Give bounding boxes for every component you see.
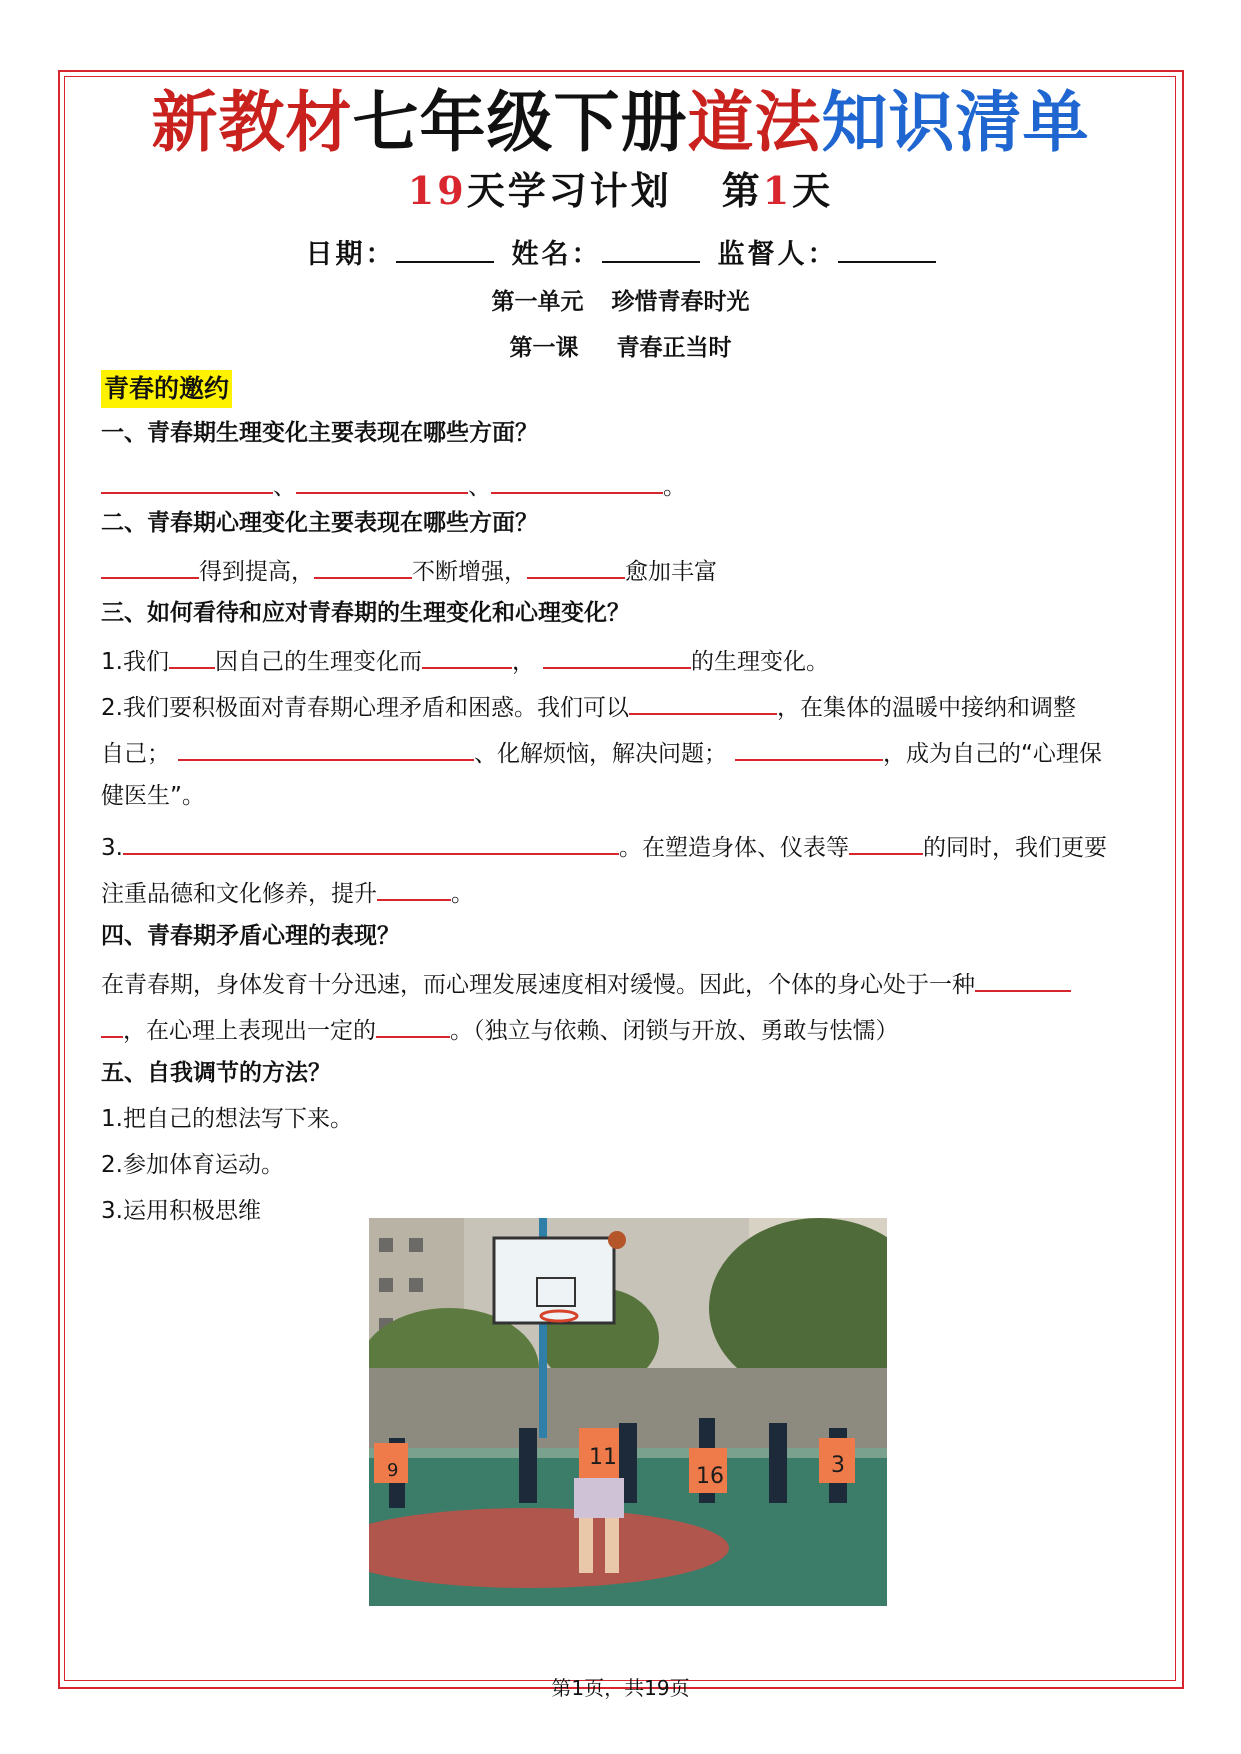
section-tag: 青春的邀约 (101, 370, 232, 408)
answer-2-text-b: 不断增强， (412, 559, 527, 585)
end-1: 。 (663, 474, 686, 500)
blank-3g[interactable] (123, 829, 619, 855)
lesson-heading (0, 329, 1241, 362)
supervisor-blank[interactable] (838, 233, 936, 263)
plan-label: 天学习计划 (466, 168, 672, 213)
q3-p2-text-e: ，成为自己的“心理保 (883, 741, 1102, 767)
blank-3h[interactable] (849, 829, 923, 855)
blank-4a[interactable] (975, 966, 1071, 992)
blank-2c[interactable] (527, 553, 625, 579)
q3-p2-text-c: 自己； (101, 741, 170, 767)
title-part-3: 道法 (687, 83, 822, 161)
q3-p2-text-a: 2.我们要积极面对青春期心理矛盾和困惑。我们可以 (101, 695, 629, 721)
unit-heading (0, 283, 1241, 316)
blank-3i[interactable] (377, 875, 451, 901)
blank-3a[interactable] (169, 643, 215, 669)
basketball-photo (369, 1218, 887, 1606)
q3-point-2-line-2 (101, 735, 1102, 769)
q3-point-2-line-1 (101, 689, 1076, 723)
question-2: 二、青春期心理变化主要表现在哪些方面？ (101, 510, 538, 536)
study-plan-subtitle (0, 160, 1241, 215)
blank-4a-cont[interactable] (101, 1012, 123, 1038)
blank-4b[interactable] (376, 1012, 450, 1038)
q3-point-1 (101, 643, 829, 677)
plan-day-count: 19 (407, 168, 467, 213)
q3-point-3-line-1 (101, 829, 1107, 863)
q3-point-3-line-2 (101, 875, 474, 909)
info-row (0, 232, 1241, 271)
jersey-number-11: 11 (589, 1445, 617, 1470)
blank-3b[interactable] (422, 643, 512, 669)
page-footer: 第1页，共19页 (551, 1676, 690, 1700)
q4-text-c: 。（独立与依赖、闭锁与开放、勇敢与怯懦） (450, 1018, 899, 1044)
day-prefix: 第 (721, 168, 763, 213)
q4-text-b: ，在心理上表现出一定的 (123, 1018, 376, 1044)
jersey-number-3: 3 (831, 1453, 845, 1478)
q3-p3-text-e: 。 (451, 881, 474, 907)
q4-answer-line-1 (101, 966, 1071, 1000)
question-5: 五、自我调节的方法？ (101, 1060, 331, 1086)
blank-1a[interactable] (101, 468, 273, 494)
q3-p1-text-d: 的生理变化。 (690, 649, 829, 675)
answer-2-text-c: 愈加丰富 (625, 559, 717, 585)
blank-2b[interactable] (314, 553, 412, 579)
sep-2: 、 (468, 474, 491, 500)
q3-p1-text-a: 1.我们 (101, 649, 169, 675)
question-3: 三、如何看待和应对青春期的生理变化和心理变化？ (101, 600, 630, 626)
unit-number: 第一单元 (491, 289, 584, 315)
jersey-number-9: 9 (387, 1460, 399, 1481)
day-number: 1 (762, 168, 793, 213)
title-part-4: 知识清单 (821, 83, 1090, 161)
answer-1-row (101, 468, 686, 502)
q3-p2-text-d: 、化解烦恼，解决问题； (474, 741, 727, 767)
question-1: 一、青春期生理变化主要表现在哪些方面？ (101, 420, 538, 446)
q3-p3-text-b: 。在塑造身体、仪表等 (618, 835, 849, 861)
q3-p1-text-c: ， (511, 649, 535, 675)
q3-point-2-line-3: 健医生”。 (101, 783, 205, 809)
document-title (0, 82, 1241, 163)
q3-p3-text-c: 的同时，我们更要 (922, 835, 1107, 861)
supervisor-label: 监督人： (717, 239, 838, 270)
answer-2-text-a: 得到提高， (199, 559, 314, 585)
sep-1: 、 (273, 474, 296, 500)
q3-p3-text-d: 注重品德和文化修养，提升 (101, 881, 377, 907)
q4-text-a: 在青春期，身体发育十分迅速，而心理发展速度相对缓慢。因此，个体的身心处于一种 (101, 972, 975, 998)
q3-p2-text-b: ，在集体的温暖中接纳和调整 (776, 695, 1076, 721)
date-label: 日期： (305, 239, 396, 270)
title-part-2: 七年级下册 (352, 83, 688, 161)
q3-p1-text-b: 因自己的生理变化而 (214, 649, 422, 675)
name-label: 姓名： (511, 239, 602, 270)
title-part-1: 新教材 (151, 83, 353, 161)
unit-title: 珍惜青春时光 (611, 289, 750, 315)
q5-item-2: 2.参加体育运动。 (101, 1152, 284, 1178)
day-suffix: 天 (792, 168, 834, 213)
q3-p3-text-a: 3. (101, 835, 123, 861)
blank-3c[interactable] (543, 643, 691, 669)
name-blank[interactable] (602, 233, 700, 263)
q5-item-3: 3.运用积极思维 (101, 1198, 261, 1224)
jersey-number-16: 16 (696, 1464, 724, 1489)
blank-3e[interactable] (178, 735, 474, 761)
date-blank[interactable] (396, 233, 494, 263)
blank-3f[interactable] (735, 735, 883, 761)
q5-item-1: 1.把自己的想法写下来。 (101, 1106, 353, 1132)
blank-1c[interactable] (491, 468, 663, 494)
q4-answer-line-2 (101, 1012, 899, 1046)
answer-2-row (101, 553, 717, 587)
lesson-title: 青春正当时 (616, 335, 732, 361)
lesson-number: 第一课 (509, 335, 579, 361)
question-4: 四、青春期矛盾心理的表现？ (101, 923, 400, 949)
blank-3d[interactable] (629, 689, 777, 715)
blank-2a[interactable] (101, 553, 199, 579)
blank-1b[interactable] (296, 468, 468, 494)
